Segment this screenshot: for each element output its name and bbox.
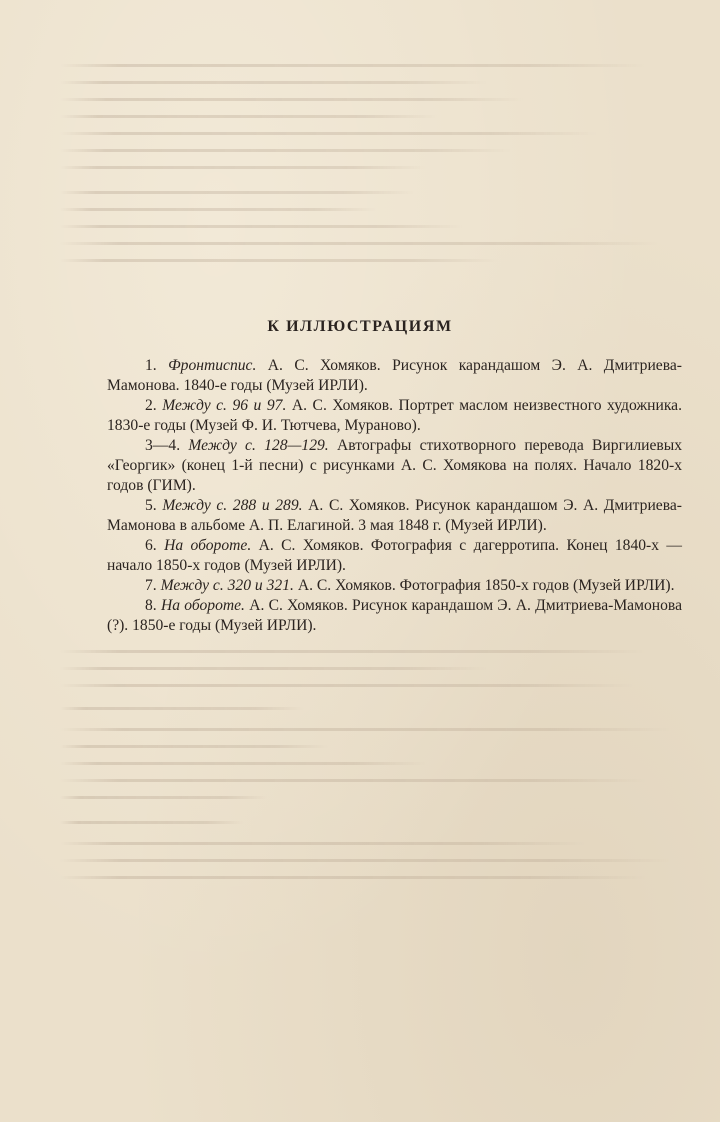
entry-number: 2. [145,397,157,414]
entry-location: Между с. 320 и 321. [160,577,294,594]
entry-location: Между с. 128—129. [188,437,329,454]
show-through-top [60,64,670,276]
entry-location: Между с. 96 и 97. [162,397,287,414]
entry-description: А. С. Хомяков. Фотография 1850-х годов (Музей ИРЛИ). [297,577,675,594]
entry-number: 1. [145,357,157,374]
entry-location: Между с. 288 и 289. [162,497,303,514]
entry-description: А. С. Хомяков. Фотография с дагерротипа. Конец 1840-х — начало 1850-х годов (Музей ИРЛИ). [107,537,683,574]
entry-description: А. С. Хомяков. Рисунок карандашом Э. А. Дмитриева-Мамонова. 1840-е годы (Музей ИРЛИ). [107,357,682,394]
entry-description: А. С. Хомяков. Портрет маслом неизвестного художника. 1830-е годы (Музей Ф. И. Тютчева, Мураново). [107,397,682,434]
entry-description: А. С. Хомяков. Рисунок карандашом Э. А. Дмитриева-Мамонова (?). 1850-е годы (Музей ИРЛИ). [107,597,682,634]
entry-number: 6. [145,537,157,554]
entry-number: 5. [145,497,157,514]
entry-location: На обороте. [164,537,252,554]
illustration-entry [107,536,682,576]
entry-location: На обороте. [160,597,245,614]
entry-description: А. С. Хомяков. Рисунок карандашом Э. А. Дмитриева-Мамонова в альбоме А. П. Елагиной. 3 мая 1848 г. (Музей ИРЛИ). [107,497,682,534]
illustration-entry [107,576,682,596]
entry-number: 7. [145,577,157,594]
entry-location: Фронтиспис. [168,357,257,374]
show-through-bottom [60,650,670,893]
illustration-entry [107,396,682,436]
illustration-entry [107,356,682,396]
section-heading: К ИЛЛЮСТРАЦИЯМ [267,318,453,335]
illustration-entry [107,596,682,636]
entry-description: Автографы стихотворного перевода Виргилиевых «Георгик» (конец 1-й песни) с рисунками А. С. Хомякова на полях. Начало 1820-х годов (ГИМ). [107,437,683,494]
illustration-entry [107,436,682,496]
entry-number: 3—4. [145,437,181,454]
illustrations-list [107,356,682,636]
entry-number: 8. [145,597,157,614]
illustration-entry [107,496,682,536]
